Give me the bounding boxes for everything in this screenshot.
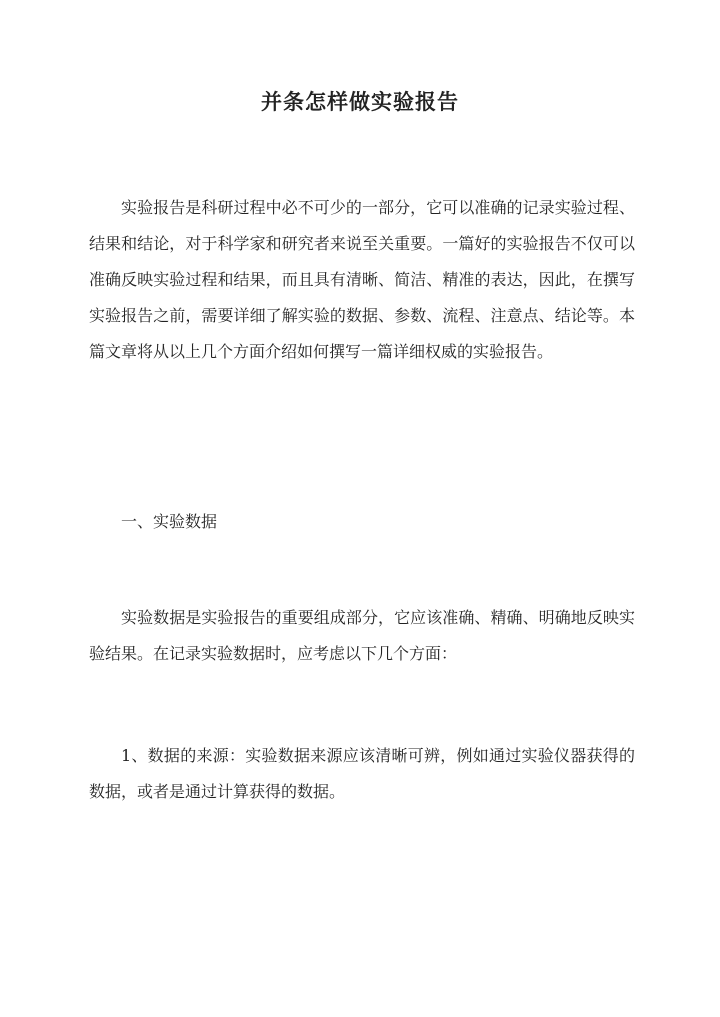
experiment-data-paragraph: 实验数据是实验报告的重要组成部分，它应该准确、精确、明确地反映实验结果。在记录实验数据时，应考虑以下几个方面： xyxy=(89,608,635,663)
data-source-paragraph: 1、数据的来源：实验数据来源应该清晰可辨，例如通过实验仪器获得的数据，或者是通过计算获得的数据。 xyxy=(89,746,635,801)
document-title: 并条怎样做实验报告 xyxy=(261,89,459,114)
intro-paragraph: 实验报告是科研过程中必不可少的一部分，它可以准确的记录实验过程、结果和结论，对于科学家和研究者来说至关重要。一篇好的实验报告不仅可以准确反映实验过程和结果，而且具有清晰、简洁、精准的表达，因此，在撰写实验报告之前，需要详细了解实验的数据、参数、流程、注意点、结论等。本篇文章将从以上几个方面介绍如何撰写一篇详细权威的实验报告。 xyxy=(89,198,635,361)
section-heading-experiment-data: 一、实验数据 xyxy=(121,512,218,531)
